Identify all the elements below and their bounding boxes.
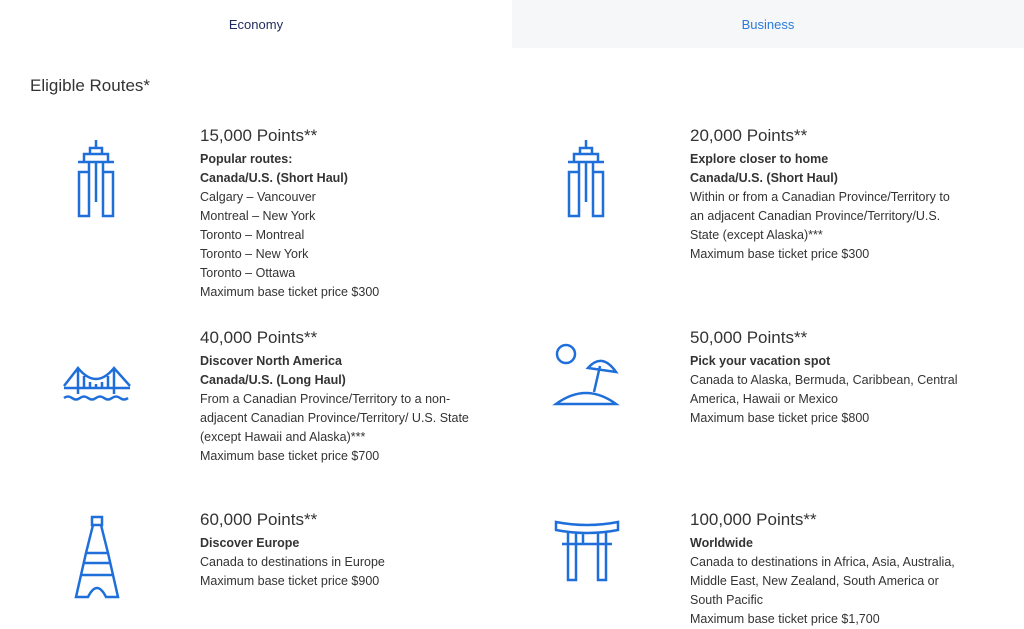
route-heading: Discover North America bbox=[200, 354, 342, 368]
cabin-tabs bbox=[0, 0, 1024, 48]
route-line: Canada to Alaska, Bermuda, Caribbean, Central bbox=[690, 373, 958, 387]
route-card-40000 bbox=[200, 328, 500, 466]
route-line: State (except Alaska)*** bbox=[690, 228, 823, 242]
points: 15,000 Points** bbox=[200, 126, 318, 145]
route-subheading: Canada/U.S. (Long Haul) bbox=[200, 373, 346, 387]
route-line: Toronto – Montreal bbox=[200, 228, 305, 242]
route-heading: Explore closer to home bbox=[690, 152, 829, 166]
points: 100,000 Points** bbox=[690, 510, 817, 529]
points: 50,000 Points** bbox=[690, 328, 808, 347]
page-title: Eligible Routes* bbox=[30, 76, 151, 95]
max-price: Maximum base ticket price $1,700 bbox=[690, 612, 880, 626]
route-line: From a Canadian Province/Territory to a non- bbox=[200, 392, 451, 406]
tab-business[interactable]: Business bbox=[512, 0, 1024, 48]
route-card-50000 bbox=[690, 328, 990, 428]
tab-economy[interactable]: Economy bbox=[0, 0, 512, 48]
route-line: adjacent Canadian Province/Territory/ U.S. State bbox=[200, 411, 469, 425]
torii-gate-icon bbox=[552, 518, 622, 598]
points: 40,000 Points** bbox=[200, 328, 318, 347]
route-line: Canada to destinations in Africa, Asia, Australia, bbox=[690, 555, 955, 569]
max-price: Maximum base ticket price $300 bbox=[690, 247, 870, 261]
eiffel-tower-icon bbox=[62, 513, 132, 593]
route-line: (except Hawaii and Alaska)*** bbox=[200, 430, 366, 444]
skyscraper-icon bbox=[552, 138, 622, 218]
route-card-20000 bbox=[690, 126, 990, 264]
points: 20,000 Points** bbox=[690, 126, 808, 145]
points: 60,000 Points** bbox=[200, 510, 318, 529]
route-line: South Pacific bbox=[690, 593, 763, 607]
bridge-icon bbox=[62, 360, 132, 440]
route-subheading: Canada/U.S. (Short Haul) bbox=[690, 171, 838, 185]
route-line: Montreal – New York bbox=[200, 209, 316, 223]
max-price: Maximum base ticket price $800 bbox=[690, 411, 870, 425]
max-price: Maximum base ticket price $900 bbox=[200, 574, 380, 588]
route-line: America, Hawaii or Mexico bbox=[690, 392, 838, 406]
skyscraper-icon bbox=[62, 138, 132, 218]
route-line: Middle East, New Zealand, South America or bbox=[690, 574, 939, 588]
max-price: Maximum base ticket price $300 bbox=[200, 285, 380, 299]
route-line: Toronto – New York bbox=[200, 247, 309, 261]
route-subheading: Canada/U.S. (Short Haul) bbox=[200, 171, 348, 185]
max-price: Maximum base ticket price $700 bbox=[200, 449, 380, 463]
route-card-60000 bbox=[200, 510, 500, 591]
route-heading: Worldwide bbox=[690, 536, 753, 550]
route-heading: Popular routes: bbox=[200, 152, 293, 166]
route-card-100000 bbox=[690, 510, 990, 629]
route-line: Calgary – Vancouver bbox=[200, 190, 316, 204]
beach-umbrella-icon bbox=[552, 340, 622, 420]
route-line: Canada to destinations in Europe bbox=[200, 555, 385, 569]
route-card-15000 bbox=[200, 126, 500, 302]
route-heading: Discover Europe bbox=[200, 536, 300, 550]
route-heading: Pick your vacation spot bbox=[690, 354, 831, 368]
route-line: an adjacent Canadian Province/Territory/U.S. bbox=[690, 209, 941, 223]
route-line: Within or from a Canadian Province/Territory to bbox=[690, 190, 950, 204]
route-line: Toronto – Ottawa bbox=[200, 266, 296, 280]
